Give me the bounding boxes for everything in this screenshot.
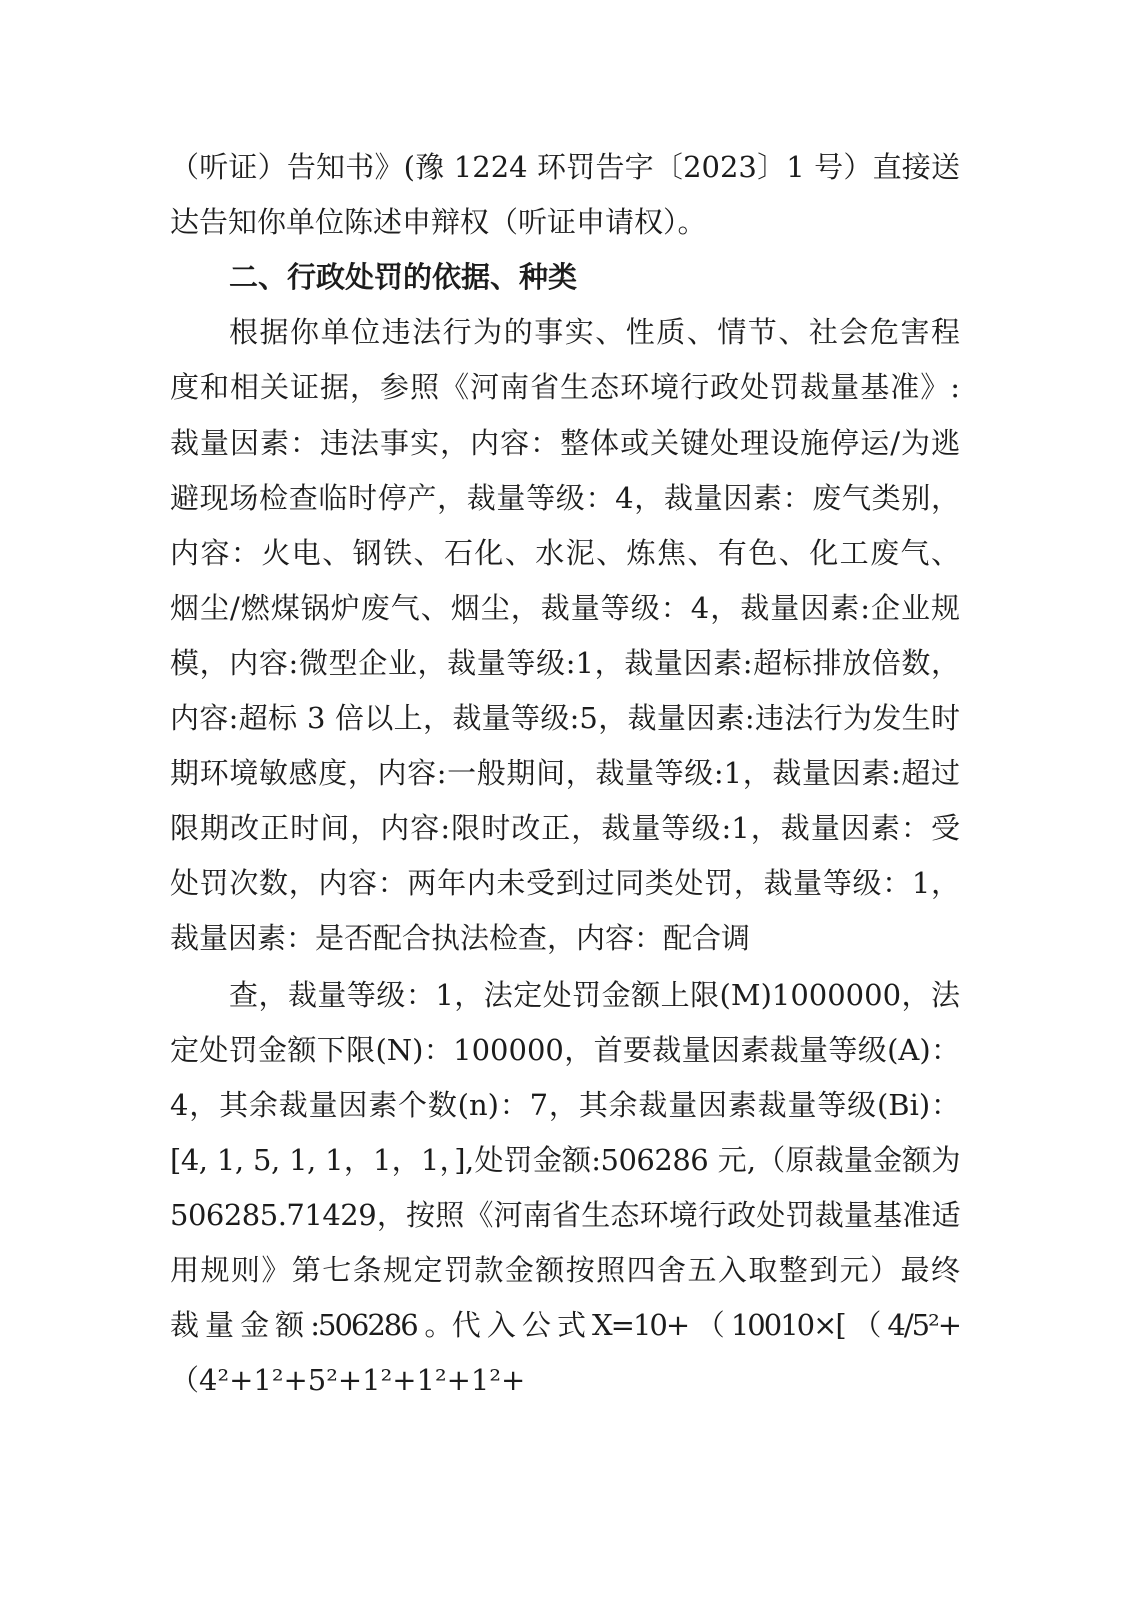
section-heading: 二、行政处罚的依据、种类 — [229, 260, 578, 294]
paragraph-line: [4, 1, 5, 1, 1，1，1，],处罚金额:506286 元,（原裁量金额为 — [170, 1143, 960, 1177]
paragraph-line: 内容:超标 3 倍以上，裁量等级:5，裁量因素:违法行为发生时 — [170, 701, 960, 735]
paragraph-line: 查，裁量等级：1，法定处罚金额上限(M)1000000，法 — [229, 978, 960, 1012]
paragraph-line: 用规则》第七条规定罚款金额按照四舍五入取整到元）最终 — [170, 1253, 960, 1287]
paragraph-line: 烟尘/燃煤锅炉废气、烟尘，裁量等级：4，裁量因素:企业规 — [170, 591, 960, 625]
paragraph-line: 限期改正时间，内容:限时改正，裁量等级:1，裁量因素：受 — [170, 811, 960, 845]
paragraph-line: 4，其余裁量因素个数(n)：7，其余裁量因素裁量等级(Bi)： — [170, 1088, 960, 1122]
paragraph-line: 度和相关证据，参照《河南省生态环境行政处罚裁量基准》: — [170, 370, 960, 404]
paragraph-line: 期环境敏感度，内容:一般期间，裁量等级:1，裁量因素:超过 — [170, 756, 960, 790]
paragraph-line: 定处罚金额下限(N)：100000，首要裁量因素裁量等级(A)： — [170, 1033, 960, 1067]
paragraph-line: 根据你单位违法行为的事实、性质、情节、社会危害程 — [229, 315, 960, 349]
paragraph-line: 裁量因素：是否配合执法检查，内容：配合调 — [170, 921, 751, 955]
paragraph-line: （听证）告知书》(豫 1224 环罚告字〔2023〕1 号）直接送 — [170, 150, 960, 184]
paragraph-line: 裁量因素：违法事实，内容：整体或关键处理设施停运/为逃 — [170, 426, 960, 460]
paragraph-line: （4²+1²+5²+1²+1²+1²+ — [170, 1363, 526, 1397]
paragraph-line: 达告知你单位陈述申辩权（听证申请权）。 — [170, 205, 707, 239]
paragraph-line: 裁 量 金 额 :506286 。代 入 公 式 X=10+ （ 10010×[ （ 4/5²+ — [170, 1308, 960, 1342]
paragraph-line: 避现场检查临时停产，裁量等级：4，裁量因素：废气类别， — [170, 481, 960, 515]
paragraph-line: 内容：火电、钢铁、石化、水泥、炼焦、有色、化工废气、 — [170, 536, 960, 570]
paragraph-line: 506285.71429，按照《河南省生态环境行政处罚裁量基准适 — [170, 1198, 960, 1232]
paragraph-line: 处罚次数，内容：两年内未受到过同类处罚，裁量等级：1， — [170, 866, 960, 900]
paragraph-line: 模，内容:微型企业，裁量等级:1，裁量因素:超标排放倍数， — [170, 646, 960, 680]
